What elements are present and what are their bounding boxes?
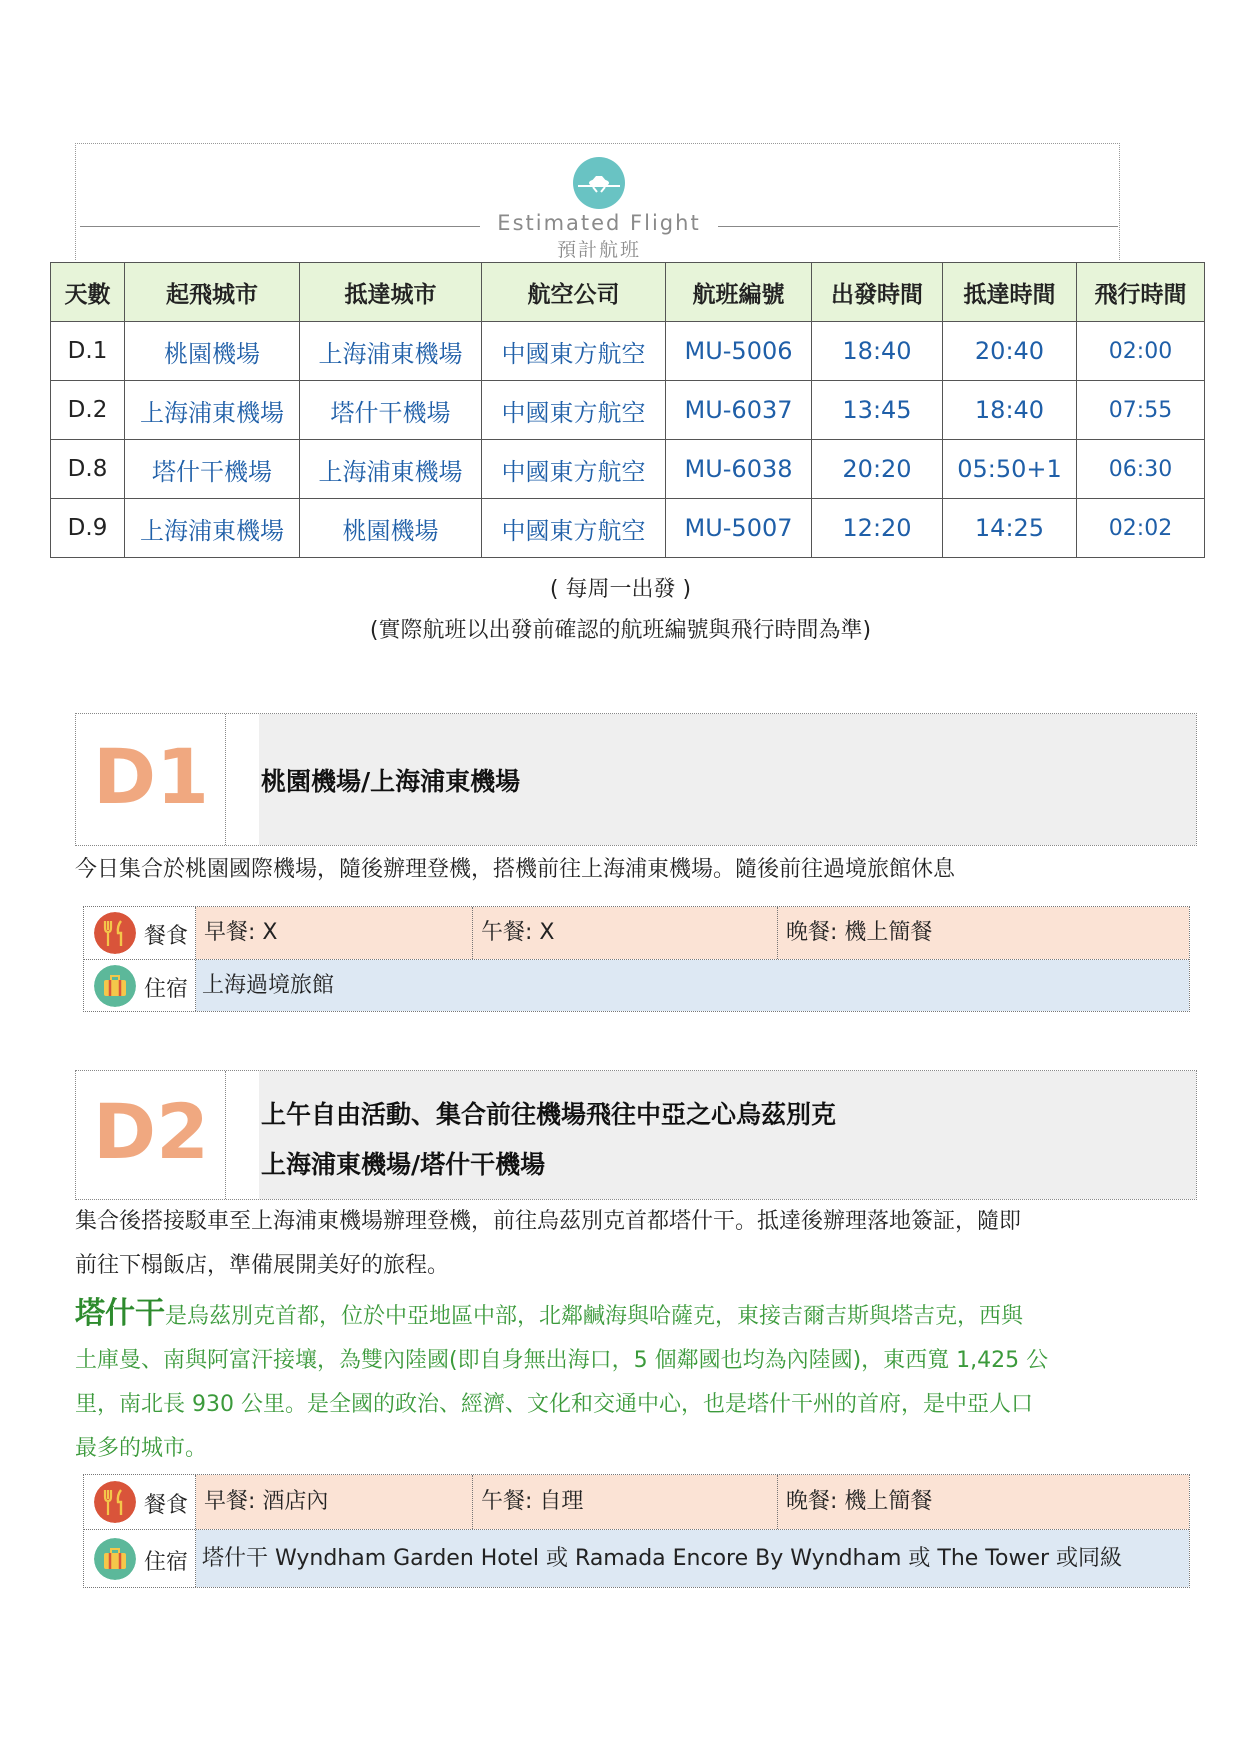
day2-city-line1 [75, 1292, 1165, 1339]
cell-flight-no: MU-5006 [666, 322, 812, 381]
cell-to: 上海浦東機場 [300, 322, 482, 381]
day1-hotel-label: 住宿 [144, 977, 189, 1002]
cell-flight-no: MU-6038 [666, 440, 812, 499]
col-header-from: 起飛城市 [125, 263, 300, 322]
cell-duration: 02:00 [1077, 322, 1205, 381]
banner-rule-right [718, 226, 1118, 227]
cell-to: 上海浦東機場 [300, 440, 482, 499]
day2-header [75, 1070, 1197, 1200]
table-row [51, 499, 1205, 558]
table-row [51, 322, 1205, 381]
day2-title-line1: 上午自由活動、集合前往機場飛往中亞之心烏茲別克 [261, 1100, 837, 1129]
day1-title: 桃園機場/上海浦東機場 [261, 767, 521, 796]
cell-from: 塔什干機場 [125, 440, 300, 499]
day2-breakfast: 早餐: 酒店內 [196, 1475, 473, 1529]
table-row [51, 381, 1205, 440]
fork-knife-icon [94, 1481, 136, 1523]
day2-city-intro [75, 1292, 1165, 1471]
day2-desc-line1: 集合後搭接駁車至上海浦東機場辦理登機，前往烏茲別克首都塔什干。抵達後辦理落地簽証，隨即 [75, 1209, 1022, 1234]
day2-city-desc-2: 土庫曼、南與阿富汗接壤，為雙內陸國(即自身無出海口，5 個鄰國也均為內陸國)，東西寬 1,425 公 [75, 1348, 1049, 1373]
day2-number: D2 [93, 1087, 209, 1176]
flight-table-header [51, 263, 1205, 322]
day2-meal-row [84, 1475, 1189, 1529]
cell-day: D.1 [51, 322, 125, 381]
cell-flight-no: MU-5007 [666, 499, 812, 558]
cell-from: 上海浦東機場 [125, 381, 300, 440]
day2-meal-label-cell [84, 1475, 196, 1529]
cell-day: D.9 [51, 499, 125, 558]
cell-arrive: 18:40 [943, 381, 1077, 440]
suitcase-icon [94, 1538, 136, 1580]
day2-lunch: 午餐: 自理 [473, 1475, 778, 1529]
cell-depart: 12:20 [812, 499, 943, 558]
day1-hotel: 上海過境旅館 [196, 960, 1189, 1011]
departure-note: ( 每周一出發 ) [549, 577, 692, 602]
cell-airline: 中國東方航空 [482, 499, 666, 558]
day2-meal-cells [196, 1475, 1189, 1529]
flight-table [50, 262, 1205, 558]
day2-hotel: 塔什干 Wyndham Garden Hotel 或 Ramada Encore By Wyndham 或 The Tower 或同級 [196, 1530, 1189, 1587]
airplane-logo-icon [568, 156, 630, 210]
banner-title-en: Estimated Flight [497, 211, 701, 235]
day2-city-name: 塔什干 [75, 1296, 165, 1331]
col-header-arrive: 抵達時間 [943, 263, 1077, 322]
day1-dinner: 晚餐: 機上簡餐 [786, 920, 933, 945]
col-header-flight-no: 航班編號 [666, 263, 812, 322]
day2-city-desc-4: 最多的城市。 [75, 1436, 208, 1461]
cell-from: 桃園機場 [125, 322, 300, 381]
day2-dinner: 晚餐: 機上簡餐 [786, 1489, 933, 1514]
day1-meal-label: 餐食 [144, 924, 189, 949]
day2-num-cell [76, 1071, 226, 1199]
suitcase-icon [94, 965, 136, 1007]
banner-rule-left [80, 226, 480, 227]
day2-meal-label: 餐食 [144, 1493, 189, 1518]
day1-meal-hotel-table [83, 906, 1190, 1012]
day2-city-desc-3: 里，南北長 930 公里。是全國的政治、經濟、文化和交通中心，也是塔什干州的首府，是中亞人口 [75, 1392, 1033, 1417]
cell-airline: 中國東方航空 [482, 440, 666, 499]
day2-hotel-row [84, 1529, 1189, 1587]
day2-city-desc-1: 是烏茲別克首都，位於中亞地區中部，北鄰鹹海與哈薩克，東接吉爾吉斯與塔吉克，西與 [165, 1304, 1024, 1329]
day1-header [75, 713, 1197, 846]
col-header-airline: 航空公司 [482, 263, 666, 322]
day2-meal-hotel-table [83, 1474, 1190, 1588]
day1-hotel-label-cell [84, 960, 196, 1011]
banner-title-zh: 預計航班 [556, 239, 641, 261]
day1-hotel-row [84, 959, 1189, 1011]
col-header-day: 天數 [51, 263, 125, 322]
day2-description [75, 1200, 1165, 1288]
day2-desc-line2: 前往下榻飯店，準備展開美好的旅程。 [75, 1253, 450, 1278]
day2-hotel-label-cell [84, 1530, 196, 1587]
cell-airline: 中國東方航空 [482, 381, 666, 440]
cell-from: 上海浦東機場 [125, 499, 300, 558]
cell-flight-no: MU-6037 [666, 381, 812, 440]
cell-to: 桃園機場 [300, 499, 482, 558]
cell-arrive: 05:50+1 [943, 440, 1077, 499]
cell-day: D.2 [51, 381, 125, 440]
day2-title-line2: 上海浦東機場/塔什干機場 [261, 1150, 546, 1179]
flight-disclaimer: (實際航班以出發前確認的航班編號與飛行時間為準) [369, 618, 872, 643]
day1-num-cell [76, 714, 226, 845]
col-header-duration: 飛行時間 [1077, 263, 1205, 322]
cell-duration: 02:02 [1077, 499, 1205, 558]
cell-depart: 18:40 [812, 322, 943, 381]
day1-description: 今日集合於桃園國際機場，隨後辦理登機，搭機前往上海浦東機場。隨後前往過境旅館休息 [75, 857, 956, 882]
day1-lunch: 午餐: X [473, 907, 778, 959]
cell-arrive: 20:40 [943, 322, 1077, 381]
day1-breakfast: 早餐: X [196, 907, 473, 959]
day1-meal-row [84, 907, 1189, 959]
cell-duration: 07:55 [1077, 381, 1205, 440]
table-row [51, 440, 1205, 499]
cell-arrive: 14:25 [943, 499, 1077, 558]
cell-to: 塔什干機場 [300, 381, 482, 440]
cell-depart: 13:45 [812, 381, 943, 440]
fork-knife-icon [94, 912, 136, 954]
day1-number: D1 [93, 732, 209, 821]
day1-meal-label-cell [84, 907, 196, 959]
cell-depart: 20:20 [812, 440, 943, 499]
cell-airline: 中國東方航空 [482, 322, 666, 381]
cell-duration: 06:30 [1077, 440, 1205, 499]
col-header-depart: 出發時間 [812, 263, 943, 322]
day1-meal-cells [196, 907, 1189, 959]
col-header-to: 抵達城市 [300, 263, 482, 322]
cell-day: D.8 [51, 440, 125, 499]
day2-hotel-label: 住宿 [144, 1550, 189, 1575]
